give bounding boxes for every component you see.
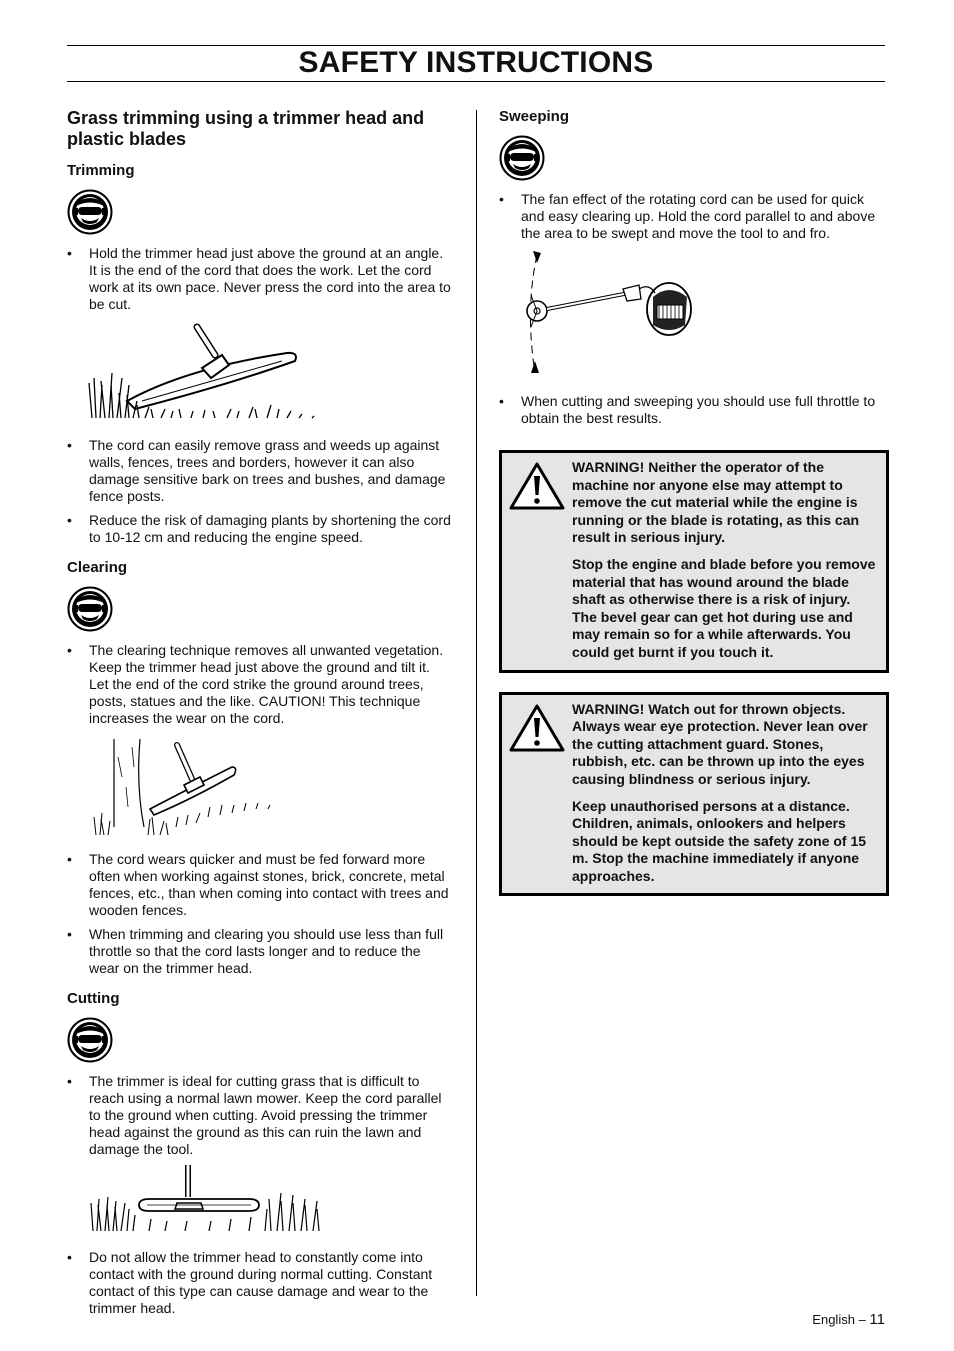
footer-language: English bbox=[812, 1312, 855, 1327]
clearing-bullet: • When trimming and clearing you should use less than full throttle so that the cord lasts longer and to reduce the wear on the trimmer head. bbox=[67, 926, 453, 977]
clearing-illustration bbox=[92, 737, 282, 837]
sweeping-bullet: • When cutting and sweeping you should use full throttle to obtain the best results. bbox=[499, 393, 889, 427]
page-number: 11 bbox=[869, 1311, 885, 1328]
left-column bbox=[67, 108, 453, 1324]
clearing-heading: Clearing bbox=[67, 559, 128, 576]
face-protection-icon bbox=[67, 189, 453, 235]
trimming-illustration bbox=[87, 323, 337, 423]
trimming-bullet: • Hold the trimmer head just above the ground at an angle. It is the end of the cord that does the work. Let the cord work at its own pace. Never press the cord into the area to be cut. bbox=[67, 245, 453, 313]
right-column bbox=[499, 108, 889, 896]
warning-triangle-icon bbox=[508, 701, 572, 888]
warning-paragraph: Keep unauthorised persons at a distance. Children, animals, onlookers and helpers should be kept outside the safety zone of 15 m. Stop the machine immediately if anyone approaches. bbox=[572, 797, 867, 884]
cutting-heading: Cutting bbox=[67, 990, 120, 1007]
cutting-illustration bbox=[89, 1165, 329, 1235]
clearing-bullet: • The cord wears quicker and must be fed forward more often when working against stones, brick, concrete, metal fences, etc., than when coming into contact with trees and wooden fences. bbox=[67, 851, 453, 919]
warning-paragraph: WARNING! Watch out for thrown objects. Always wear eye protection. Never lean over the cutting attachment guard. Stones, rubbish, etc. can be thrown up into the eyes causing blindness or serious injury. bbox=[572, 700, 868, 787]
face-protection-icon bbox=[67, 1017, 453, 1063]
face-protection-icon bbox=[499, 135, 889, 181]
clearing-bullet: • The clearing technique removes all unwanted vegetation. Keep the trimmer head just above the ground and tilt it. Let the end of the cord strike the ground around trees, posts, statues and the like. CAUTION! This technique increases the wear on the cord. bbox=[67, 642, 453, 727]
sweeping-illustration bbox=[519, 249, 699, 379]
column-divider bbox=[476, 110, 477, 1296]
trimming-bullet: • The cord can easily remove grass and weeds up against walls, fences, trees and borders, however it can also damage sensitive bark on trees and bushes, and damage fence posts. bbox=[67, 437, 453, 505]
warning-paragraph: Stop the engine and blade before you remove material that has wound around the blade shaft as otherwise there is a risk of injury. The bevel gear can get hot during use and may remain so for a while afterwards. You could get burnt if you touch it. bbox=[572, 555, 876, 660]
warning-box-cut-material bbox=[499, 450, 889, 673]
warning-paragraph: WARNING! Neither the operator of the machine nor anyone else may attempt to remove the cut material while the engine is running or the blade is rotating, as this can result in serious injury. bbox=[572, 459, 860, 546]
trimming-heading: Trimming bbox=[67, 162, 135, 179]
page-title: SAFETY INSTRUCTIONS bbox=[298, 46, 654, 79]
header-rule-bottom bbox=[67, 81, 885, 82]
trimming-bullet: • Reduce the risk of damaging plants by shortening the cord to 10-12 cm and reducing the engine speed. bbox=[67, 512, 453, 546]
sweeping-heading: Sweeping bbox=[499, 108, 570, 125]
page-footer bbox=[812, 1311, 885, 1328]
footer-separator: – bbox=[858, 1312, 866, 1327]
face-protection-icon bbox=[67, 586, 453, 632]
cutting-bullet: • The trimmer is ideal for cutting grass that is difficult to reach using a normal lawn mower. Keep the cord parallel to the ground when cutting. Avoid pressing the trimmer head against the ground as this can ruin the lawn and damage the tool. bbox=[67, 1073, 453, 1158]
cutting-bullet: • Do not allow the trimmer head to constantly come into contact with the ground during normal cutting. Constant contact of this type can cause damage and wear to the trimmer head. bbox=[67, 1249, 453, 1317]
warning-box-thrown-objects bbox=[499, 692, 889, 897]
warning-triangle-icon bbox=[508, 459, 572, 664]
section-heading: Grass trimming using a trimmer head and plastic blades bbox=[67, 108, 425, 149]
sweeping-bullet: • The fan effect of the rotating cord can be used for quick and easy clearing up. Hold the cord parallel to and above the area to be swept and move the tool to and fro. bbox=[499, 191, 889, 242]
